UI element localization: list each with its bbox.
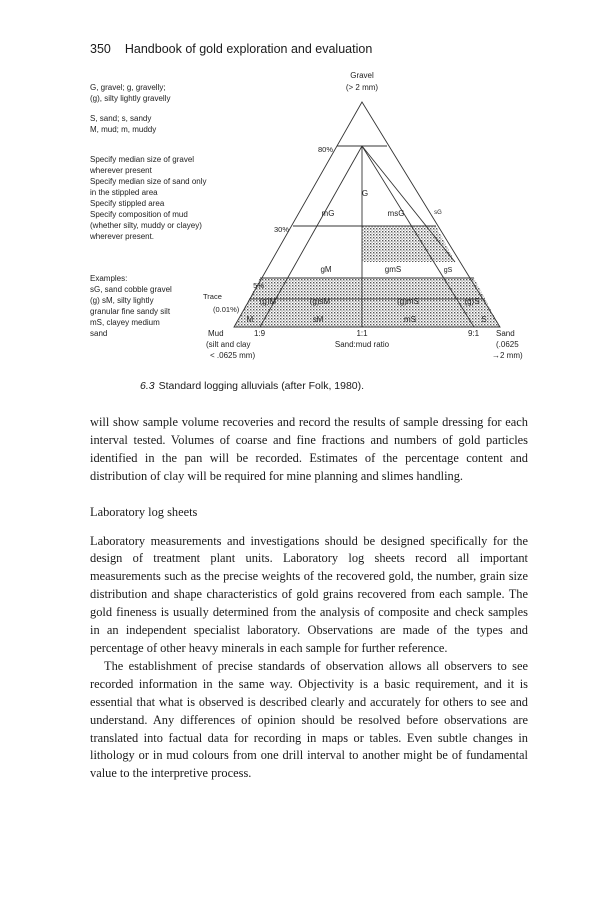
apex-label: Gravel [350, 71, 374, 80]
paragraph-3: The establishment of precise standards of observation allows all observers to see recorded information in the same way. Objectivity is a basic requirement, and it is essential that what is observed is described clearly and accurately for others to see and understand. Any differences of opinion should be resolved before observations are translated into factual data for recording in maps or tables. Even subtle changes in lithology or in mud colours from one drill interval to another might be of fundamental value to the interpretive process. [90, 658, 528, 781]
legend-text [89, 83, 207, 241]
field-g-sM: (g)sM [309, 297, 331, 306]
mark-30pct: 30% [273, 225, 289, 234]
axis-mud-sub2: < .0625 mm) [210, 351, 256, 360]
axis-ratio-19: 1:9 [254, 329, 266, 338]
axis-sand-sub1: (.0625 [496, 340, 519, 349]
legend-line-2: (g), silty lightly gravelly [90, 94, 171, 103]
caption-text: Standard logging alluvials (after Folk, 1980). [158, 380, 365, 392]
field-S: S [481, 315, 487, 324]
running-title: Handbook of gold exploration and evaluation [124, 42, 373, 56]
legend-line-6: wherever present [90, 166, 152, 175]
field-G: G [361, 189, 369, 198]
example-3: granular fine sandy silt [90, 307, 171, 316]
example-2: (g) sM, silty lightly [90, 296, 154, 305]
field-msG: msG [387, 209, 405, 218]
mark-trace-pct: (0.01%) [213, 305, 240, 314]
legend-line-12: wherever present. [90, 232, 155, 241]
legend-line-8: in the stippled area [90, 188, 158, 197]
examples-text [90, 274, 172, 338]
field-gmS: gmS [384, 265, 402, 274]
page-number: 350 [90, 42, 111, 56]
ternary-diagram [88, 66, 528, 366]
axis-ratio-11: 1:1 [356, 329, 368, 338]
figure-caption [140, 380, 364, 392]
legend-line-3: S, sand; s, sandy [90, 114, 152, 123]
section-heading: Laboratory log sheets [90, 504, 198, 519]
mark-80pct: 80% [317, 145, 333, 154]
paragraph-1: will show sample volume recoveries and record the results of sample dressing for each interval tested. Volumes of coarse and fine fractions and numbers of gold particles identified in the pan will be recorded. Estimates of the percentage content and distribution of clay will be required for mine planning and slimes handling. [90, 415, 528, 483]
legend-line-9: Specify stippled area [90, 199, 165, 208]
axis-sand-sub2: →2 mm) [492, 351, 523, 360]
field-g-mS: (g)mS [397, 297, 419, 306]
legend-line-11: (whether silty, muddy or clayey) [90, 221, 202, 230]
legend-line-1: G, gravel; g, gravelly; [90, 83, 166, 92]
field-sM: sM [312, 315, 324, 324]
field-sG: sG [434, 210, 442, 216]
axis-sand: Sand [496, 329, 515, 338]
axis-mud: Mud [208, 329, 224, 338]
examples-heading: Examples: [90, 274, 128, 283]
example-4: mS, clayey medium [90, 318, 160, 327]
example-1: sG, sand cobble gravel [90, 285, 172, 294]
mark-trace: Trace [203, 292, 222, 301]
body-text [90, 414, 528, 783]
apex-sub: (> 2 mm) [345, 83, 379, 92]
axis-ratio-91: 9:1 [468, 329, 480, 338]
running-header [90, 42, 372, 56]
legend-line-5: Specify median size of gravel [90, 155, 195, 164]
field-gM: gM [320, 265, 332, 274]
axis-ratio-label: Sand:mud ratio [334, 340, 390, 349]
legend-line-10: Specify composition of mud [90, 210, 188, 219]
paragraph-2: Laboratory measurements and investigations should be designed specifically for the design of treatment plant units. Laboratory log sheets record all important measurements such as the precise weights of the recovered gold, the number, grain size distribution and shape characteristics of gold grains recovered from each sample. The gold fineness is usually determined from the analysis of composite and check samples in an independent specialist laboratory. Observations are made of the types and percentage of other heavy minerals in each sample for further reference. [90, 533, 528, 655]
field-M: M [246, 315, 254, 324]
field-gS: gS [443, 267, 453, 274]
field-mS: mS [404, 315, 416, 324]
field-mG: mG [321, 209, 335, 218]
legend-line-4: M, mud; m, muddy [90, 125, 157, 134]
figure-number: 6.3 [140, 380, 155, 392]
axis-mud-sub1: (silt and clay [206, 340, 251, 349]
legend-line-7: Specify median size of sand only [90, 177, 207, 186]
field-g-S: (g)S [464, 297, 480, 306]
stipple-trace-band [249, 278, 485, 299]
example-5: sand [90, 329, 108, 338]
field-g-M: (g)M [259, 297, 277, 306]
mark-5pct: 5% [253, 281, 264, 290]
